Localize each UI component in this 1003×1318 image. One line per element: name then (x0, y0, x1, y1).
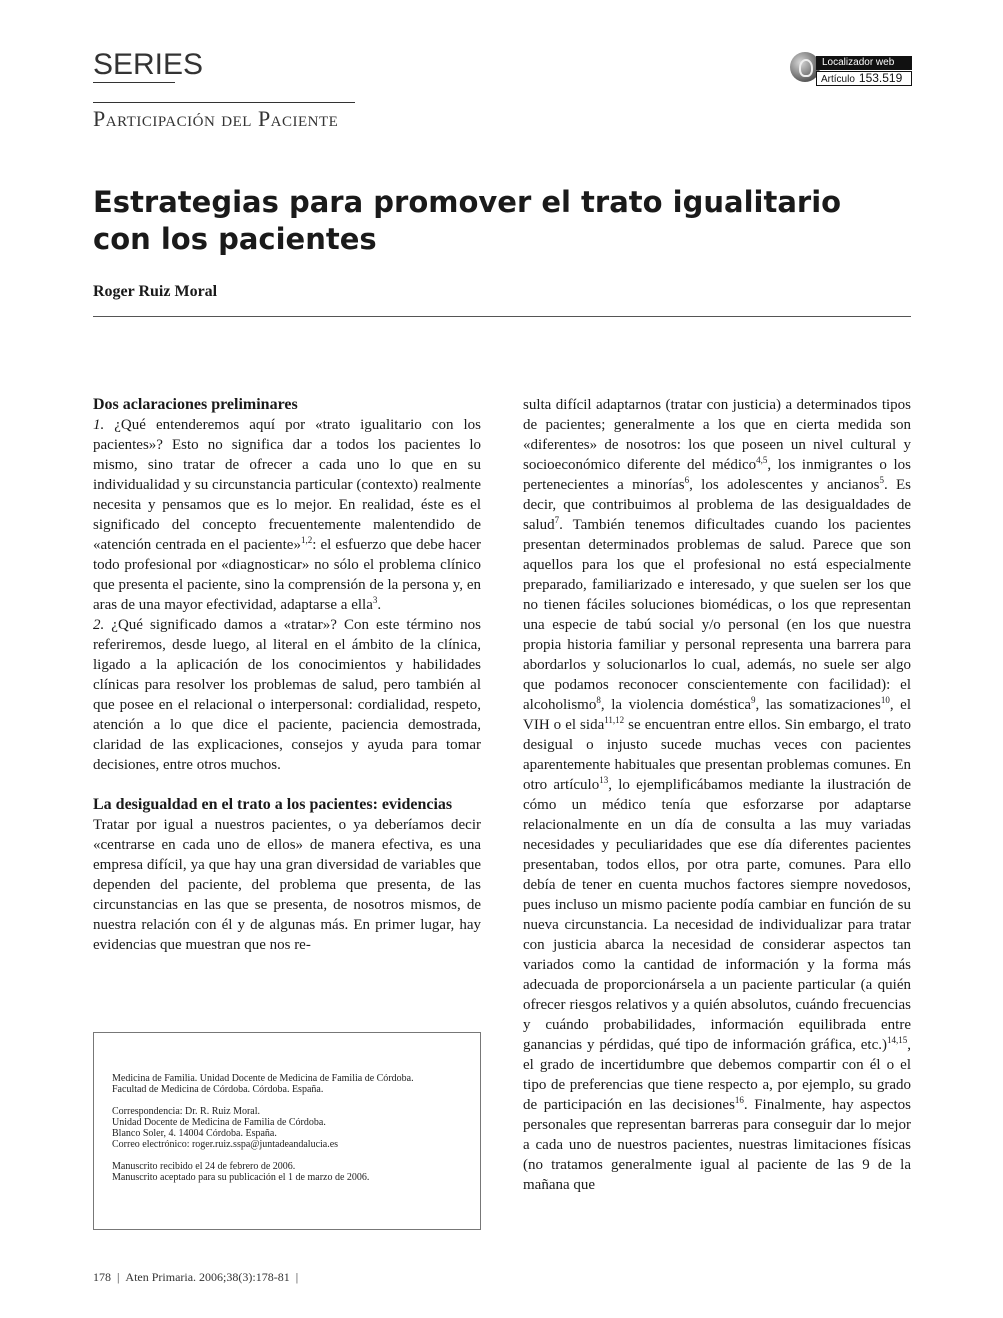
page-footer: 178 | Aten Primaria. 2006;38(3):178-81 | (93, 1270, 299, 1284)
badge-article-id (816, 71, 912, 86)
article-author: Roger Ruiz Moral (93, 283, 218, 300)
citation-ref: 1,2 (300, 535, 313, 545)
header-divider (93, 316, 911, 317)
paragraph-point-2: 2. ¿Qué significado damos a «tratar»? Con este término nos referiremos, desde luego, al literal en el ámbito de la clínica, ligado a la aplicación de los conocimientos y habilidades clínicas para resolver los problemas de salud, pero también al que posee en el relacional o interpersonal: cordialidad, respeto, atención a lo que dice el paciente, paciencia demostrada, claridad de las explicaciones, consejos y ayuda para tomar decisiones, entre otros muchos. (93, 617, 481, 773)
section-divider (93, 102, 355, 103)
web-locator-badge (790, 52, 912, 88)
article-title: Estrategias para promover el trato igualitario con los pacientes (93, 185, 842, 256)
badge-title: Localizador web (816, 56, 912, 70)
left-column (93, 395, 481, 955)
affiliation-text: Medicina de Familia. Unidad Docente de Medicina de Familia de Córdoba. Facultad de Medicina de Córdoba. Córdoba. España. (112, 1073, 414, 1095)
series-label: SERIES (93, 48, 204, 81)
section-heading-inequality: La desigualdad en el trato a los pacientes: evidencias (93, 796, 453, 813)
paragraph-inequality: Tratar por igual a nuestros pacientes, o ya deberíamos decir «centrarse en cada uno de ellos» de manera efectiva, es una empresa difícil, ya que hay una gran diversidad de variables que dependen del paciente, del problema que presenta, de las circunstancias en las que se presenta, de nosotros mismos, de nuestra relación con él y de algunas más. En primer lugar, hay evidencias que muestran que nos re- (93, 817, 481, 953)
badge-article-label: Artículo (821, 74, 855, 85)
page-number: 178 (93, 1270, 111, 1284)
badge-article-number: 153.519 (858, 71, 903, 85)
paragraph-continuation: sulta difícil adaptarnos (tratar con justicia) a determinados tipos de pacientes; generalmente a los que en cierta medida son «diferentes» de nosotros: los que poseen un nivel cultural y socioeconómico diferente del médico$^{4,5}$, los inmigrantes o los pertenecientes a minorías$^6$, los adolescentes y ancianos$^5$. Es decir, que contribuimos al problema de las desigualdades de salud$^7$. También tenemos dificultades cuando los pacientes presentan determinados problemas de salud. Parece que son aquellos para los que el profesional no está especialmente preparado, familiarizado e interesado, y que suelen ser los que no tienen fáciles soluciones biomédicas, o los que representan una especie de tabú social y/o personal (en los que nuestra propia historia familiar y personal representa una barrera para abordarlos y solucionarlos lo cual, además, no suele ser algo que podamos reconocer conscientemente con facilidad): el alcoholismo$^8$, la violencia doméstica$^9$, las somatizaciones$^{10}$, el VIH o el sida$^{11,12}$ se encuentran entre ellos. Sin embargo, el trato desigual o injusto sucede muchas veces con pacientes aparentemente habituales que presentan problemas comunes. En otro artículo$^{13}$, lo ejemplificábamos mediante la ilustración de cómo un médico tenía que esforzarse por adaptarse relacionalmente en un día de consulta a las muy variadas necesidades y peculiaridades que ese día diferentes pacientes presentaban, todos ellos, por otra parte, comunes. Para ello debía de tener en cuenta muchos factores siempre novedosos, pues incluso un mismo paciente podía cambiar en función de su nueva circunstancia. La necesidad de individualizar para tratar con justicia abarca la necesidad de considerar aspectos tan variados como la cantidad de información y la forma más adecuada de proporcionársela a un paciente particular (a quién ofrecer riesgos relativos y a quién absolutos, cuándo frecuencias y cuándo probabilidades, información equilibrada entre ganancias y pérdidas, qué tipo de información gráfica, etc.)$^{14,15}$, el grado de incertidumbre que debemos compartir con él o el tipo de preferencias que tiene respecto a, por ejemplo, su grado de participación en las decisiones$^{16}$. Finalmente, hay aspectos personales que representan barreras para conseguir dar lo mejor a cada uno de nuestros pacientes, nuestras limitaciones físicas (no tratamos generalmente igual al paciente de las 9 de la mañana que (523, 397, 912, 1193)
journal-citation: Aten Primaria. 2006;38(3):178-81 (125, 1270, 290, 1284)
citation-ref: 3 (372, 595, 378, 605)
series-underline (93, 82, 175, 83)
manuscript-dates: Manuscrito recibido el 24 de febrero de 2006. Manuscrito aceptado para su publicación el 1 de marzo de 2006. (112, 1161, 370, 1183)
right-column (523, 395, 911, 1195)
section-label: Participación del Paciente (93, 106, 339, 131)
correspondence-text: Correspondencia: Dr. R. Ruiz Moral. Unidad Docente de Medicina de Familia de Córdoba. Blanco Soler, 4. 14004 Córdoba. España. Correo electrónico: roger.ruiz.sspa@juntadeandalucia.es (112, 1106, 339, 1150)
section-heading-preliminary: Dos aclaraciones preliminares (93, 396, 298, 413)
affiliation-box (93, 1032, 481, 1230)
paragraph-point-1: 1. ¿Qué entenderemos aquí por «trato igualitario con los pacientes»? Esto no significa dar a todos los pacientes lo mismo, sino tratar de ofrecer a cada uno lo que en su individualidad y su circunstancia particular (contexto) realmente necesita y pensamos que es lo mejor. En realidad, éste es el significado del concepto frecuentemente malentendido de «atención centrada en el paciente»$^{1,2}$: el esfuerzo que debe hacer todo profesional por «diagnosticar» no sólo el problema clínico que presenta el paciente, sino la comprensión de la persona y, en aras de una mayor efectividad, adaptarse a ella$^3$. (93, 417, 481, 613)
